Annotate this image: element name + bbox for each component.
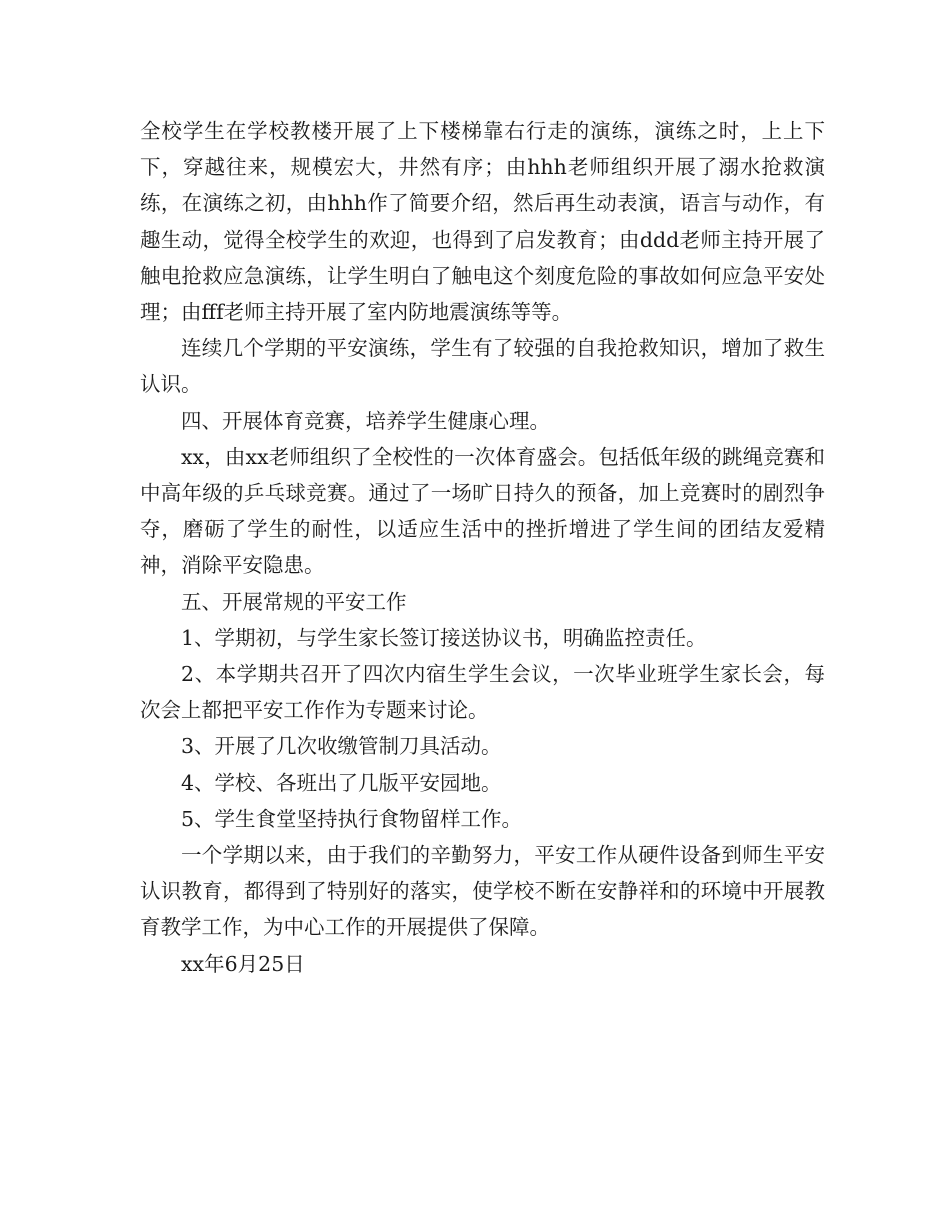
paragraph-sports-event: xx，由xx老师组织了全校性的一次体育盛会。包括低年级的跳绳竞赛和中高年级的乒乓球竞赛。通过了一场旷日持久的预备，加上竞赛时的剧烈争夺，磨砺了学生的耐性，以适应生活中的挫折增进了学生间的团结友爱精神，消除平安隐患。 xyxy=(140,444,825,578)
list-item-1: 1、学期初，与学生家长签订接送协议书，明确监控责任。 xyxy=(181,625,707,650)
paragraph-drill-summary: 全校学生在学校教楼开展了上下楼梯靠右行走的演练，演练之时，上上下下，穿越往来，规模宏大，井然有序；由hhh老师组织开展了溺水抢救演练，在演练之初，由hhh作了简要介绍，然后再生动表演，语言与动作，有趣生动，觉得全校学生的欢迎，也得到了启发教育；由ddd老师主持开展了触电抢救应急演练，让学生明白了触电这个刻度危险的事故如何应急平安处理；由fff老师主持开展了室内防地震演练等等。 xyxy=(140,119,825,325)
list-item-2: 2、本学期共召开了四次内宿生学生会议，一次毕业班学生家长会，每次会上都把平安工作作为专题来讨论。 xyxy=(140,662,825,723)
list-item-3: 3、开展了几次收缴管制刀具活动。 xyxy=(181,734,502,759)
document-date: xx年6月25日 xyxy=(181,951,305,976)
section-heading-routine-safety: 五、开展常规的平安工作 xyxy=(181,589,407,614)
list-item-5: 5、学生食堂坚持执行食物留样工作。 xyxy=(181,806,523,831)
document-body xyxy=(140,113,825,982)
paragraph-conclusion: 一个学期以来，由于我们的辛勤努力，平安工作从硬件设备到师生平安认识教育，都得到了特别好的落实，使学校不断在安静祥和的环境中开展教育教学工作，为中心工作的开展提供了保障。 xyxy=(140,843,825,940)
section-heading-sports: 四、开展体育竞赛，培养学生健康心理。 xyxy=(181,408,550,433)
list-item-4: 4、学校、各班出了几版平安园地。 xyxy=(181,770,502,795)
paragraph-drill-result: 连续几个学期的平安演练，学生有了较强的自我抢救知识，增加了救生认识。 xyxy=(140,336,825,397)
